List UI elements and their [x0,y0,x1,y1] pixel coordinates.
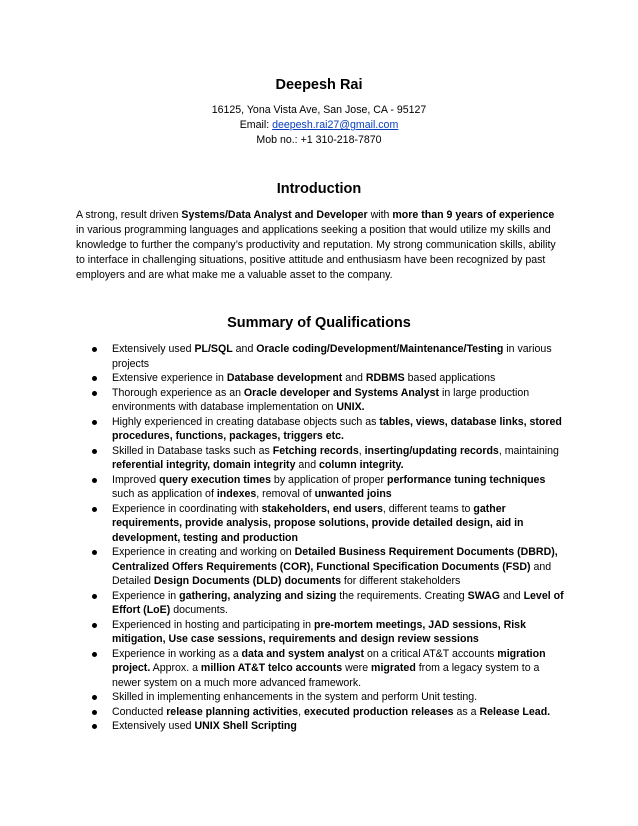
bold-text: Level of Effort (LoE) [112,589,564,616]
bold-text: Design Documents (DLD) documents [153,575,341,587]
qualification-item [76,618,564,647]
text-segment: in large production environments with database implementation on [112,386,530,413]
text-segment: Experienced in hosting and participating in [112,618,315,631]
introduction-paragraph [76,208,564,283]
text-segment: and [342,372,366,384]
text-segment: , [358,444,365,457]
bold-text: query execution times [159,473,271,486]
qualification-item [76,342,564,371]
summary-heading: Summary of Qualifications [227,315,411,331]
text-segment: such as application of [112,488,217,500]
bold-text: stakeholders, end users [261,502,383,515]
text-segment: , maintaining [498,444,559,457]
qualification-item [76,444,564,473]
bullet-icon [92,449,97,454]
text-segment: documents. [170,604,228,616]
bold-text: RDBMS [365,372,405,384]
bullet-icon [92,420,97,425]
qualification-item [76,545,564,589]
text-segment: from a legacy system to a newer system on a much more advanced framework. [112,662,540,689]
bold-text: Database development [226,372,343,384]
qualification-item [76,415,564,444]
qualification-item [76,386,564,415]
bold-text: pre-mortem meetings, JAD sessions, Risk mitigation, Use case sessions, requirements and design review sessions [112,618,526,645]
bold-text: UNIX Shell Scripting [194,720,297,732]
qualifications-list [76,342,564,734]
bold-text: gathering, analyzing and sizing [179,589,337,602]
bold-text: UNIX. [336,401,365,413]
bullet-icon [92,478,97,483]
bold-text: Release Lead. [479,705,551,718]
text-segment: Experience in working as a [112,647,242,660]
qualification-item [76,473,564,502]
qualification-item [76,502,564,546]
text-segment: , removal of [256,488,315,500]
text-segment: for different stakeholders [340,575,461,587]
bullet-icon [92,652,97,657]
qualification-item [76,647,564,691]
bold-text: Fetching records [272,444,359,457]
bold-text: referential integrity, domain integrity [112,459,296,471]
email-line [0,118,638,133]
text-segment: Highly experienced in creating database objects such as [112,415,380,428]
text-segment: based applications [404,372,496,384]
address-line: 16125, Yona Vista Ave, San Jose, CA - 95127 [211,104,427,116]
text-segment: , different teams to [382,502,474,515]
bold-text: million AT&T telco accounts [200,662,343,674]
qualification-item [76,705,564,720]
qualification-item [76,589,564,618]
text-segment: Experience in [112,589,180,602]
text-segment: on a critical AT&T accounts [364,647,498,660]
text-segment: Extensively used [112,343,195,355]
candidate-name: Deepesh Rai [275,77,363,93]
bold-text: release planning activities [166,705,299,718]
text-segment: in various projects [112,343,552,370]
bold-text: executed production releases [303,705,454,718]
text-segment: and [232,343,257,355]
bold-text: column integrity. [319,459,404,471]
bullet-icon [92,623,97,628]
email-label: Email: [239,119,273,131]
text-segment: Thorough experience as an [112,386,244,399]
text-segment: Experience in creating and working on [112,546,295,558]
text-segment: by application of proper [270,473,387,486]
bold-text: Systems/Data Analyst and Developer [181,209,368,221]
mobile-line: Mob no.: +1 310-218-7870 [256,134,382,146]
text-segment: and [295,459,320,471]
qualification-item [76,371,564,386]
email-link[interactable]: deepesh.rai27@gmail.com [272,119,399,131]
qualification-item [76,719,564,734]
bold-text: gather requirements, provide analysis, propose solutions, provide detailed design, aid in development, testing and production [112,502,524,544]
bullet-icon [92,347,97,352]
text-segment: Approx. a [150,662,201,674]
text-segment: as a [453,705,480,718]
bold-text: SWAG [467,589,500,602]
text-segment: Extensive experience in [112,372,227,384]
bold-text: data and system analyst [241,647,365,660]
text-segment: and Detailed [112,560,552,587]
bold-text: performance tuning techniques [387,473,546,486]
bold-text: migration project. [112,647,546,674]
text-segment: , [298,705,304,718]
text-segment: Experience in coordinating with [112,502,262,515]
bold-text: tables, views, database links, stored procedures, functions, packages, triggers etc. [112,415,562,442]
text-segment: Skilled in Database tasks such as [112,444,273,457]
bold-text: Detailed Business Requirement Documents (DBRD), Centralized Offers Requirements (COR), Functional Specification Documents (FSD) [112,546,558,573]
text-segment: were [342,662,372,674]
bullet-icon [92,376,97,381]
text-segment: and [500,589,524,602]
bullet-icon [92,695,97,700]
bold-text: Oracle developer and Systems Analyst [243,386,440,399]
bold-text: indexes [216,488,257,500]
text-segment: Skilled in implementing enhancements in the system and perform Unit testing. [112,691,478,703]
introduction-heading: Introduction [276,181,362,197]
text-segment: Conducted [112,705,167,718]
contact-block [0,103,638,148]
bullet-icon [92,507,97,512]
bold-text: migrated [371,662,416,674]
bold-text: Oracle coding/Development/Maintenance/Testing [256,343,504,355]
text-segment: with [367,209,393,221]
text-segment: in various programming languages and applications seeking a position that would utilize my skills and knowledge to further the company’s productivity and reputation. My strong communication skills, ability to interface in challenging situations, positive attitude and enthusiasm have been recognized by past employers and are what make me a valuable asset to the company. [76,224,556,281]
bullet-icon [92,724,97,729]
text-segment: A strong, result driven [76,209,182,221]
text-segment: Improved [112,473,160,486]
bullet-icon [92,710,97,715]
bullet-icon [92,391,97,396]
bullet-icon [92,594,97,599]
text-segment: Extensively used [112,720,195,732]
bold-text: more than 9 years of experience [392,209,555,221]
bold-text: unwanted joins [314,488,392,500]
text-segment: the requirements. Creating [336,589,468,602]
qualification-item [76,690,564,705]
bold-text: PL/SQL [194,343,233,355]
bold-text: inserting/updating records [364,444,499,457]
bullet-icon [92,550,97,555]
